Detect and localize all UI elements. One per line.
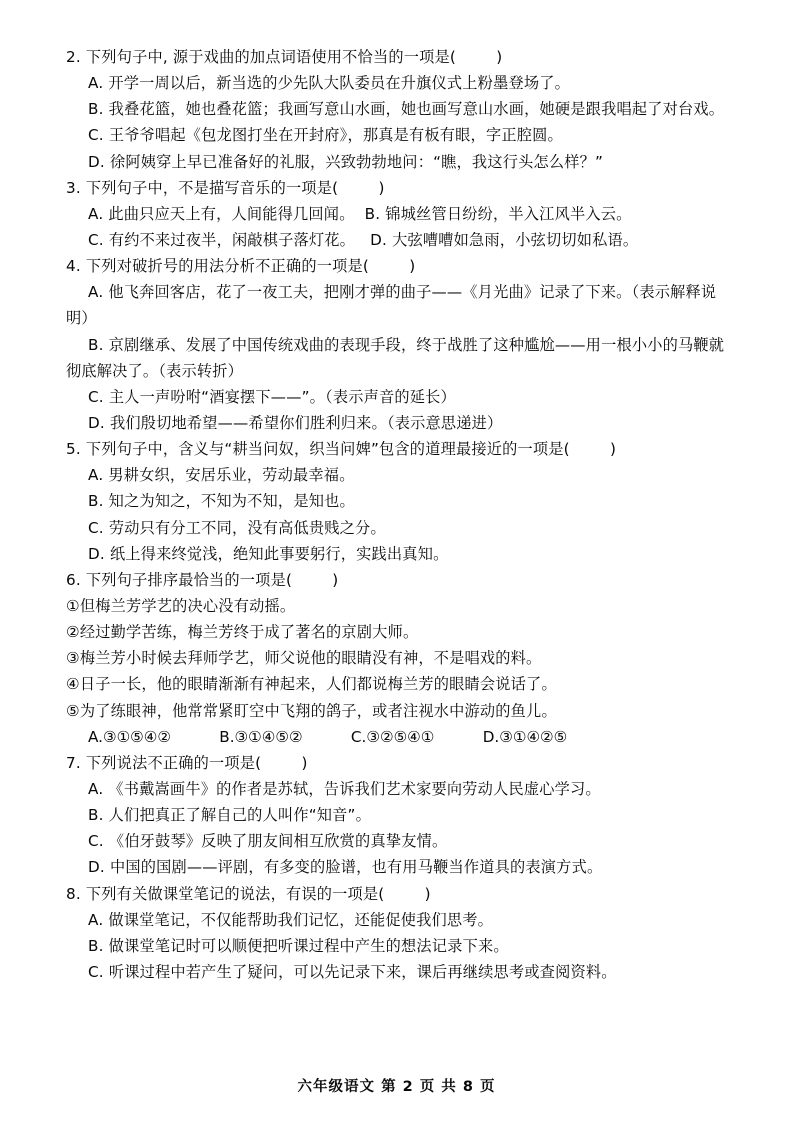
question-stem: 4. 下列对破折号的用法分析不正确的一项是( ) (66, 257, 416, 276)
question-option: A. 开学一周以后，新当选的少先队大队委员在升旗仪式上粉墨登场了。 (88, 74, 571, 93)
question-block-8 (66, 881, 731, 986)
question-stem: 5. 下列句子中，含义与“耕当问奴，织当问婢”包含的道理最接近的一项是( ) (66, 440, 617, 459)
question-stem: 7. 下列说法不正确的一项是( ) (66, 753, 308, 772)
question-option: D. 纸上得来终觉浅，绝知此事要躬行，实践出真知。 (88, 544, 449, 563)
question-option: ⑤为了练眼神，他常常紧盯空中飞翔的鸽子，或者注视水中游动的鱼儿。 (66, 701, 557, 720)
question-option: ④日子一长，他的眼睛渐渐有神起来，人们都说梅兰芳的眼睛会说话了。 (66, 675, 557, 694)
question-block-6 (66, 567, 731, 750)
question-option: ②经过勤学苦练，梅兰芳终于成了著名的京剧大师。 (66, 623, 419, 642)
question-option: C. 主人一声吩咐“酒宴摆下——”。（表示声音的延长） (88, 387, 456, 406)
question-option: A. 做课堂笔记，不仅能帮助我们记忆，还能促使我们思考。 (88, 910, 494, 929)
question-stem: 8. 下列有关做课堂笔记的说法，有误的一项是( ) (66, 884, 431, 903)
question-option: ①但梅兰芳学艺的决心没有动摇。 (66, 596, 296, 615)
question-option: C. 听课过程中若产生了疑问，可以先记录下来，课后再继续思考或查阅资料。 (88, 962, 617, 981)
question-stem: 3. 下列句子中，不是描写音乐的一项是( ) (66, 178, 385, 197)
question-block-4 (66, 253, 731, 436)
question-option: D. 徐阿姨穿上早已准备好的礼服，兴致勃勃地问：“瞧，我这行头怎么样？” (88, 152, 604, 171)
question-option: B. 京剧继承、发展了中国传统戏曲的表现手段，终于战胜了这种尴尬——用一根小小的马鞭就彻底解决了。（表示转折） (66, 335, 725, 380)
question-option: A. 《书戴嵩画牛》的作者是苏轼，告诉我们艺术家要向劳动人民虚心学习。 (88, 779, 601, 798)
question-choices-row: A.③①⑤④② B.③①④⑤② C.③②⑤④① D.③①④②⑤ (88, 727, 568, 746)
question-option: A. 男耕女织，安居乐业，劳动最幸福。 (88, 466, 355, 485)
question-stem: 6. 下列句子排序最恰当的一项是( ) (66, 570, 339, 589)
question-block-5 (66, 436, 731, 567)
question-option: C. 《伯牙鼓琴》反映了朋友间相互欣赏的真挚友情。 (88, 832, 448, 851)
question-option: C. 王爷爷唱起《包龙图打坐在开封府》，那真是有板有眼，字正腔圆。 (88, 126, 563, 145)
question-option: B. 做课堂笔记时可以顺便把听课过程中产生的想法记录下来。 (88, 936, 509, 955)
question-option: ③梅兰芳小时候去拜师学艺，师父说他的眼睛没有神，不是唱戏的料。 (66, 649, 542, 668)
question-option: C. 有约不来过夜半，闲敲棋子落灯花。 D. 大弦嘈嘈如急雨，小弦切切如私语。 (88, 230, 639, 249)
question-option: B. 知之为知之，不知为不知，是知也。 (88, 492, 355, 511)
question-block-2 (66, 44, 731, 175)
question-option: C. 劳动只有分工不同，没有高低贵贱之分。 (88, 518, 386, 537)
question-block-3 (66, 175, 731, 253)
question-stem: 2. 下列句子中, 源于戏曲的加点词语使用不恰当的一项是( ) (66, 48, 503, 66)
question-option: A. 他飞奔回客店，花了一夜工夫，把刚才弹的曲子——《月光曲》记录了下来。（表示解释说明） (66, 283, 717, 328)
page-footer: 六年级语文 第 2 页 共 8 页 (297, 1079, 496, 1095)
question-option: B. 人们把真正了解自己的人叫作“知音”。 (88, 806, 372, 825)
question-option: B. 我叠花篮，她也叠花篮；我画写意山水画，她也画写意山水画，她硬是跟我唱起了对台戏。 (88, 100, 725, 119)
question-block-7 (66, 750, 731, 881)
question-option: A. 此曲只应天上有，人间能得几回闻。 B. 锦城丝管日纷纷，半入江风半入云。 (88, 204, 632, 223)
question-option: D. 我们殷切地希望——希望你们胜利归来。（表示意思递进） (88, 413, 503, 432)
question-option: D. 中国的国剧——评剧，有多变的脸谱，也有用马鞭当作道具的表演方式。 (88, 858, 603, 877)
